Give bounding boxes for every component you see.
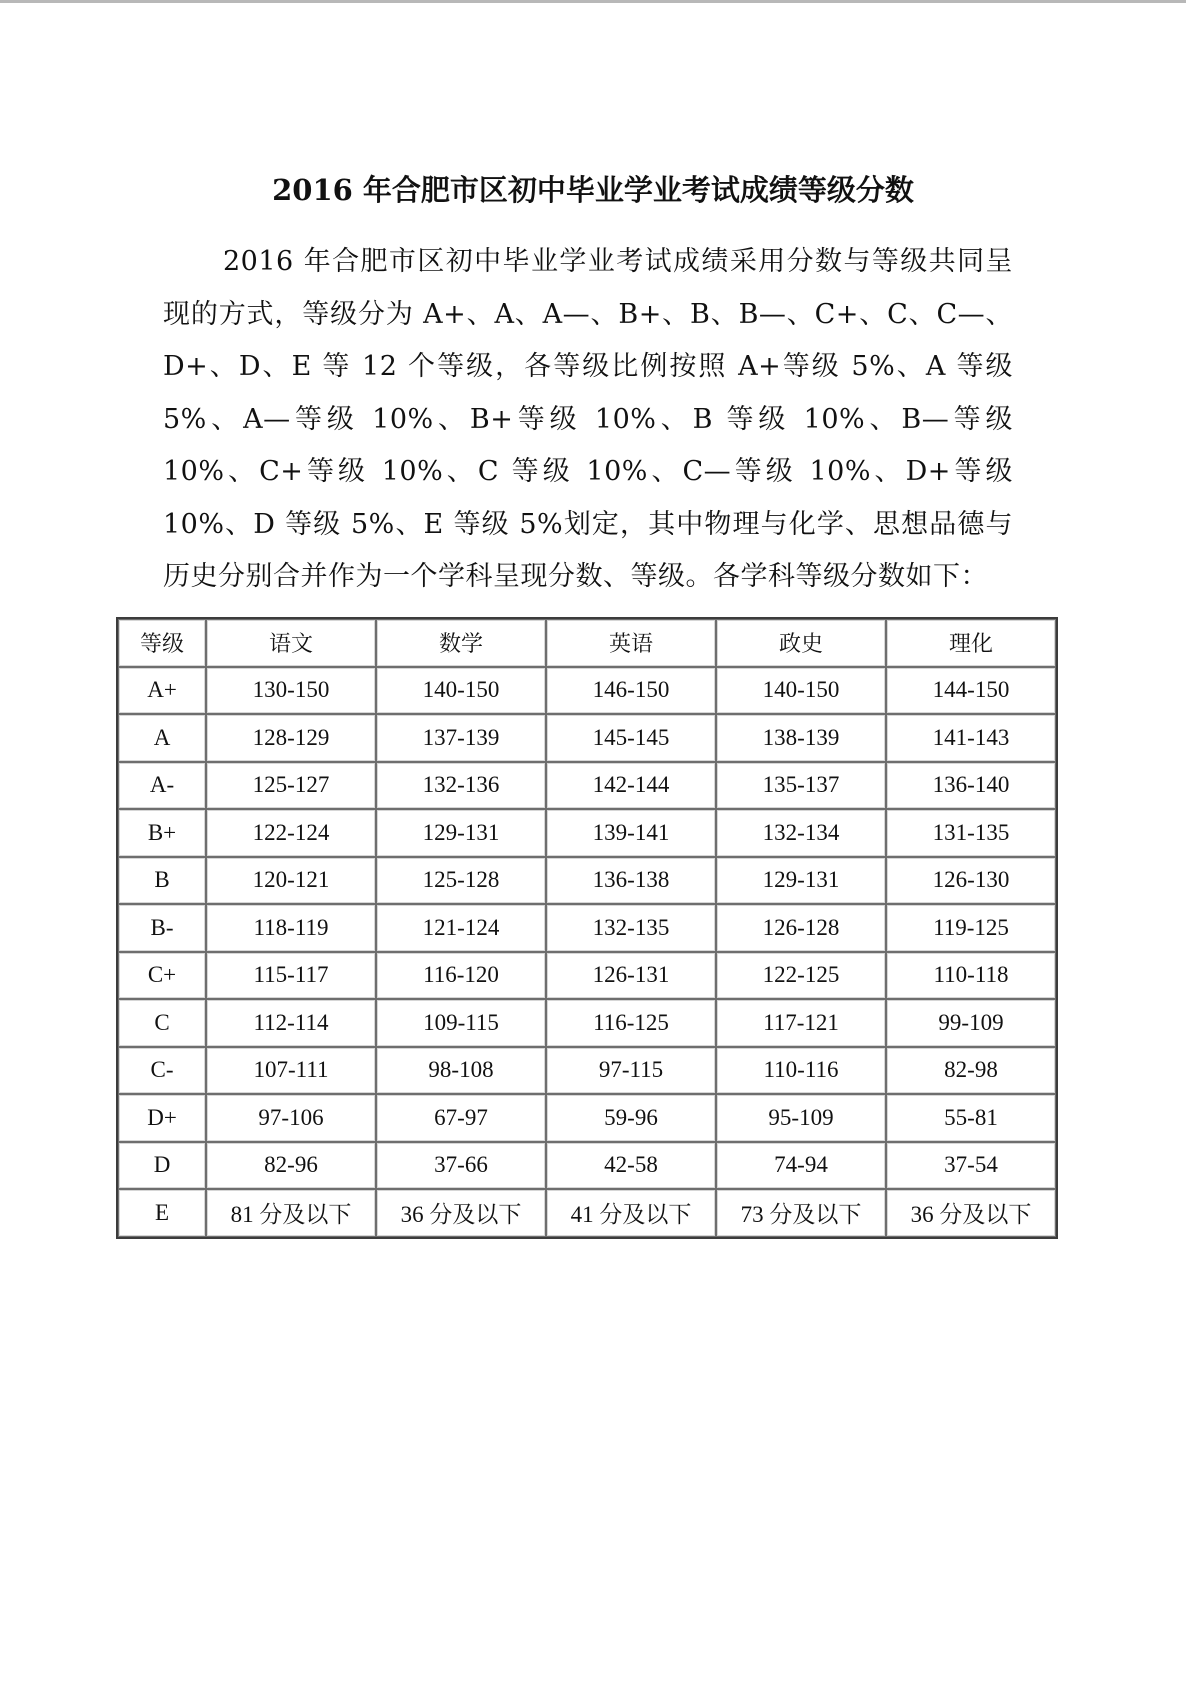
physics-chemistry-cell: 131-135 [886, 809, 1056, 857]
politics-history-cell: 126-128 [716, 904, 886, 952]
header-english: 英语 [546, 619, 716, 667]
table-row [118, 1094, 1056, 1142]
politics-history-cell: 74-94 [716, 1142, 886, 1190]
table-row [118, 1189, 1056, 1237]
politics-history-cell: 138-139 [716, 714, 886, 762]
politics-history-cell: 117-121 [716, 999, 886, 1047]
math-cell: 140-150 [376, 667, 546, 715]
math-cell: 116-120 [376, 952, 546, 1000]
intro-paragraph: 2016 年合肥市区初中毕业学业考试成绩采用分数与等级共同呈现的方式，等级分为 A+、A、A—、B+、B、B—、C+、C、C—、D+、D、E 等 12 个等级，各等级比例按照 A+等级 5%、A 等级 5%、A—等级 10%、B+等级 10%、B 等级 10%、B—等级 10%、C+等级 10%、C 等级 10%、C—等级 10%、D+等级 10%、D 等级 5%、E 等级 5%划定，其中物理与化学、思想品德与历史分别合并作为一个学科呈现分数、等级。各学科等级分数如下： [163, 246, 1013, 592]
header-math: 数学 [376, 619, 546, 667]
grade-cell: C [118, 999, 206, 1047]
physics-chemistry-cell: 37-54 [886, 1142, 1056, 1190]
grade-cell: B+ [118, 809, 206, 857]
politics-history-cell: 73 分及以下 [716, 1189, 886, 1237]
math-cell: 109-115 [376, 999, 546, 1047]
grade-cell: B [118, 857, 206, 905]
grade-score-table [116, 617, 1058, 1239]
physics-chemistry-cell: 55-81 [886, 1094, 1056, 1142]
physics-chemistry-cell: 110-118 [886, 952, 1056, 1000]
physics-chemistry-cell: 99-109 [886, 999, 1056, 1047]
chinese-cell: 82-96 [206, 1142, 376, 1190]
physics-chemistry-cell: 136-140 [886, 762, 1056, 810]
chinese-cell: 125-127 [206, 762, 376, 810]
table-header-row [118, 619, 1056, 667]
chinese-cell: 130-150 [206, 667, 376, 715]
math-cell: 125-128 [376, 857, 546, 905]
table-row [118, 904, 1056, 952]
table-row [118, 1047, 1056, 1095]
table-row [118, 952, 1056, 1000]
english-cell: 59-96 [546, 1094, 716, 1142]
math-cell: 137-139 [376, 714, 546, 762]
grade-cell: C- [118, 1047, 206, 1095]
table-body [118, 667, 1056, 1237]
grade-cell: B- [118, 904, 206, 952]
politics-history-cell: 129-131 [716, 857, 886, 905]
physics-chemistry-cell: 119-125 [886, 904, 1056, 952]
grade-cell: A- [118, 762, 206, 810]
english-cell: 139-141 [546, 809, 716, 857]
chinese-cell: 128-129 [206, 714, 376, 762]
english-cell: 116-125 [546, 999, 716, 1047]
physics-chemistry-cell: 141-143 [886, 714, 1056, 762]
physics-chemistry-cell: 36 分及以下 [886, 1189, 1056, 1237]
table-row [118, 857, 1056, 905]
header-chinese: 语文 [206, 619, 376, 667]
english-cell: 136-138 [546, 857, 716, 905]
physics-chemistry-cell: 126-130 [886, 857, 1056, 905]
grade-cell: C+ [118, 952, 206, 1000]
politics-history-cell: 95-109 [716, 1094, 886, 1142]
chinese-cell: 107-111 [206, 1047, 376, 1095]
header-grade: 等级 [118, 619, 206, 667]
grade-cell: A [118, 714, 206, 762]
english-cell: 97-115 [546, 1047, 716, 1095]
table-row [118, 667, 1056, 715]
table-row [118, 809, 1056, 857]
physics-chemistry-cell: 82-98 [886, 1047, 1056, 1095]
math-cell: 132-136 [376, 762, 546, 810]
grade-cell: E [118, 1189, 206, 1237]
chinese-cell: 122-124 [206, 809, 376, 857]
grade-cell: A+ [118, 667, 206, 715]
chinese-cell: 112-114 [206, 999, 376, 1047]
chinese-cell: 115-117 [206, 952, 376, 1000]
chinese-cell: 118-119 [206, 904, 376, 952]
table-row [118, 762, 1056, 810]
page-top-border [0, 0, 1186, 3]
header-politics-history: 政史 [716, 619, 886, 667]
table-row [118, 1142, 1056, 1190]
english-cell: 146-150 [546, 667, 716, 715]
math-cell: 67-97 [376, 1094, 546, 1142]
chinese-cell: 81 分及以下 [206, 1189, 376, 1237]
table-row [118, 714, 1056, 762]
english-cell: 41 分及以下 [546, 1189, 716, 1237]
chinese-cell: 97-106 [206, 1094, 376, 1142]
math-cell: 121-124 [376, 904, 546, 952]
math-cell: 36 分及以下 [376, 1189, 546, 1237]
politics-history-cell: 140-150 [716, 667, 886, 715]
grade-cell: D [118, 1142, 206, 1190]
chinese-cell: 120-121 [206, 857, 376, 905]
politics-history-cell: 122-125 [716, 952, 886, 1000]
document-title: 2016 年合肥市区初中毕业学业考试成绩等级分数 [272, 173, 914, 207]
header-physics-chemistry: 理化 [886, 619, 1056, 667]
english-cell: 126-131 [546, 952, 716, 1000]
math-cell: 129-131 [376, 809, 546, 857]
english-cell: 142-144 [546, 762, 716, 810]
math-cell: 98-108 [376, 1047, 546, 1095]
english-cell: 132-135 [546, 904, 716, 952]
politics-history-cell: 135-137 [716, 762, 886, 810]
math-cell: 37-66 [376, 1142, 546, 1190]
english-cell: 42-58 [546, 1142, 716, 1190]
physics-chemistry-cell: 144-150 [886, 667, 1056, 715]
politics-history-cell: 132-134 [716, 809, 886, 857]
english-cell: 145-145 [546, 714, 716, 762]
grade-cell: D+ [118, 1094, 206, 1142]
politics-history-cell: 110-116 [716, 1047, 886, 1095]
table-row [118, 999, 1056, 1047]
